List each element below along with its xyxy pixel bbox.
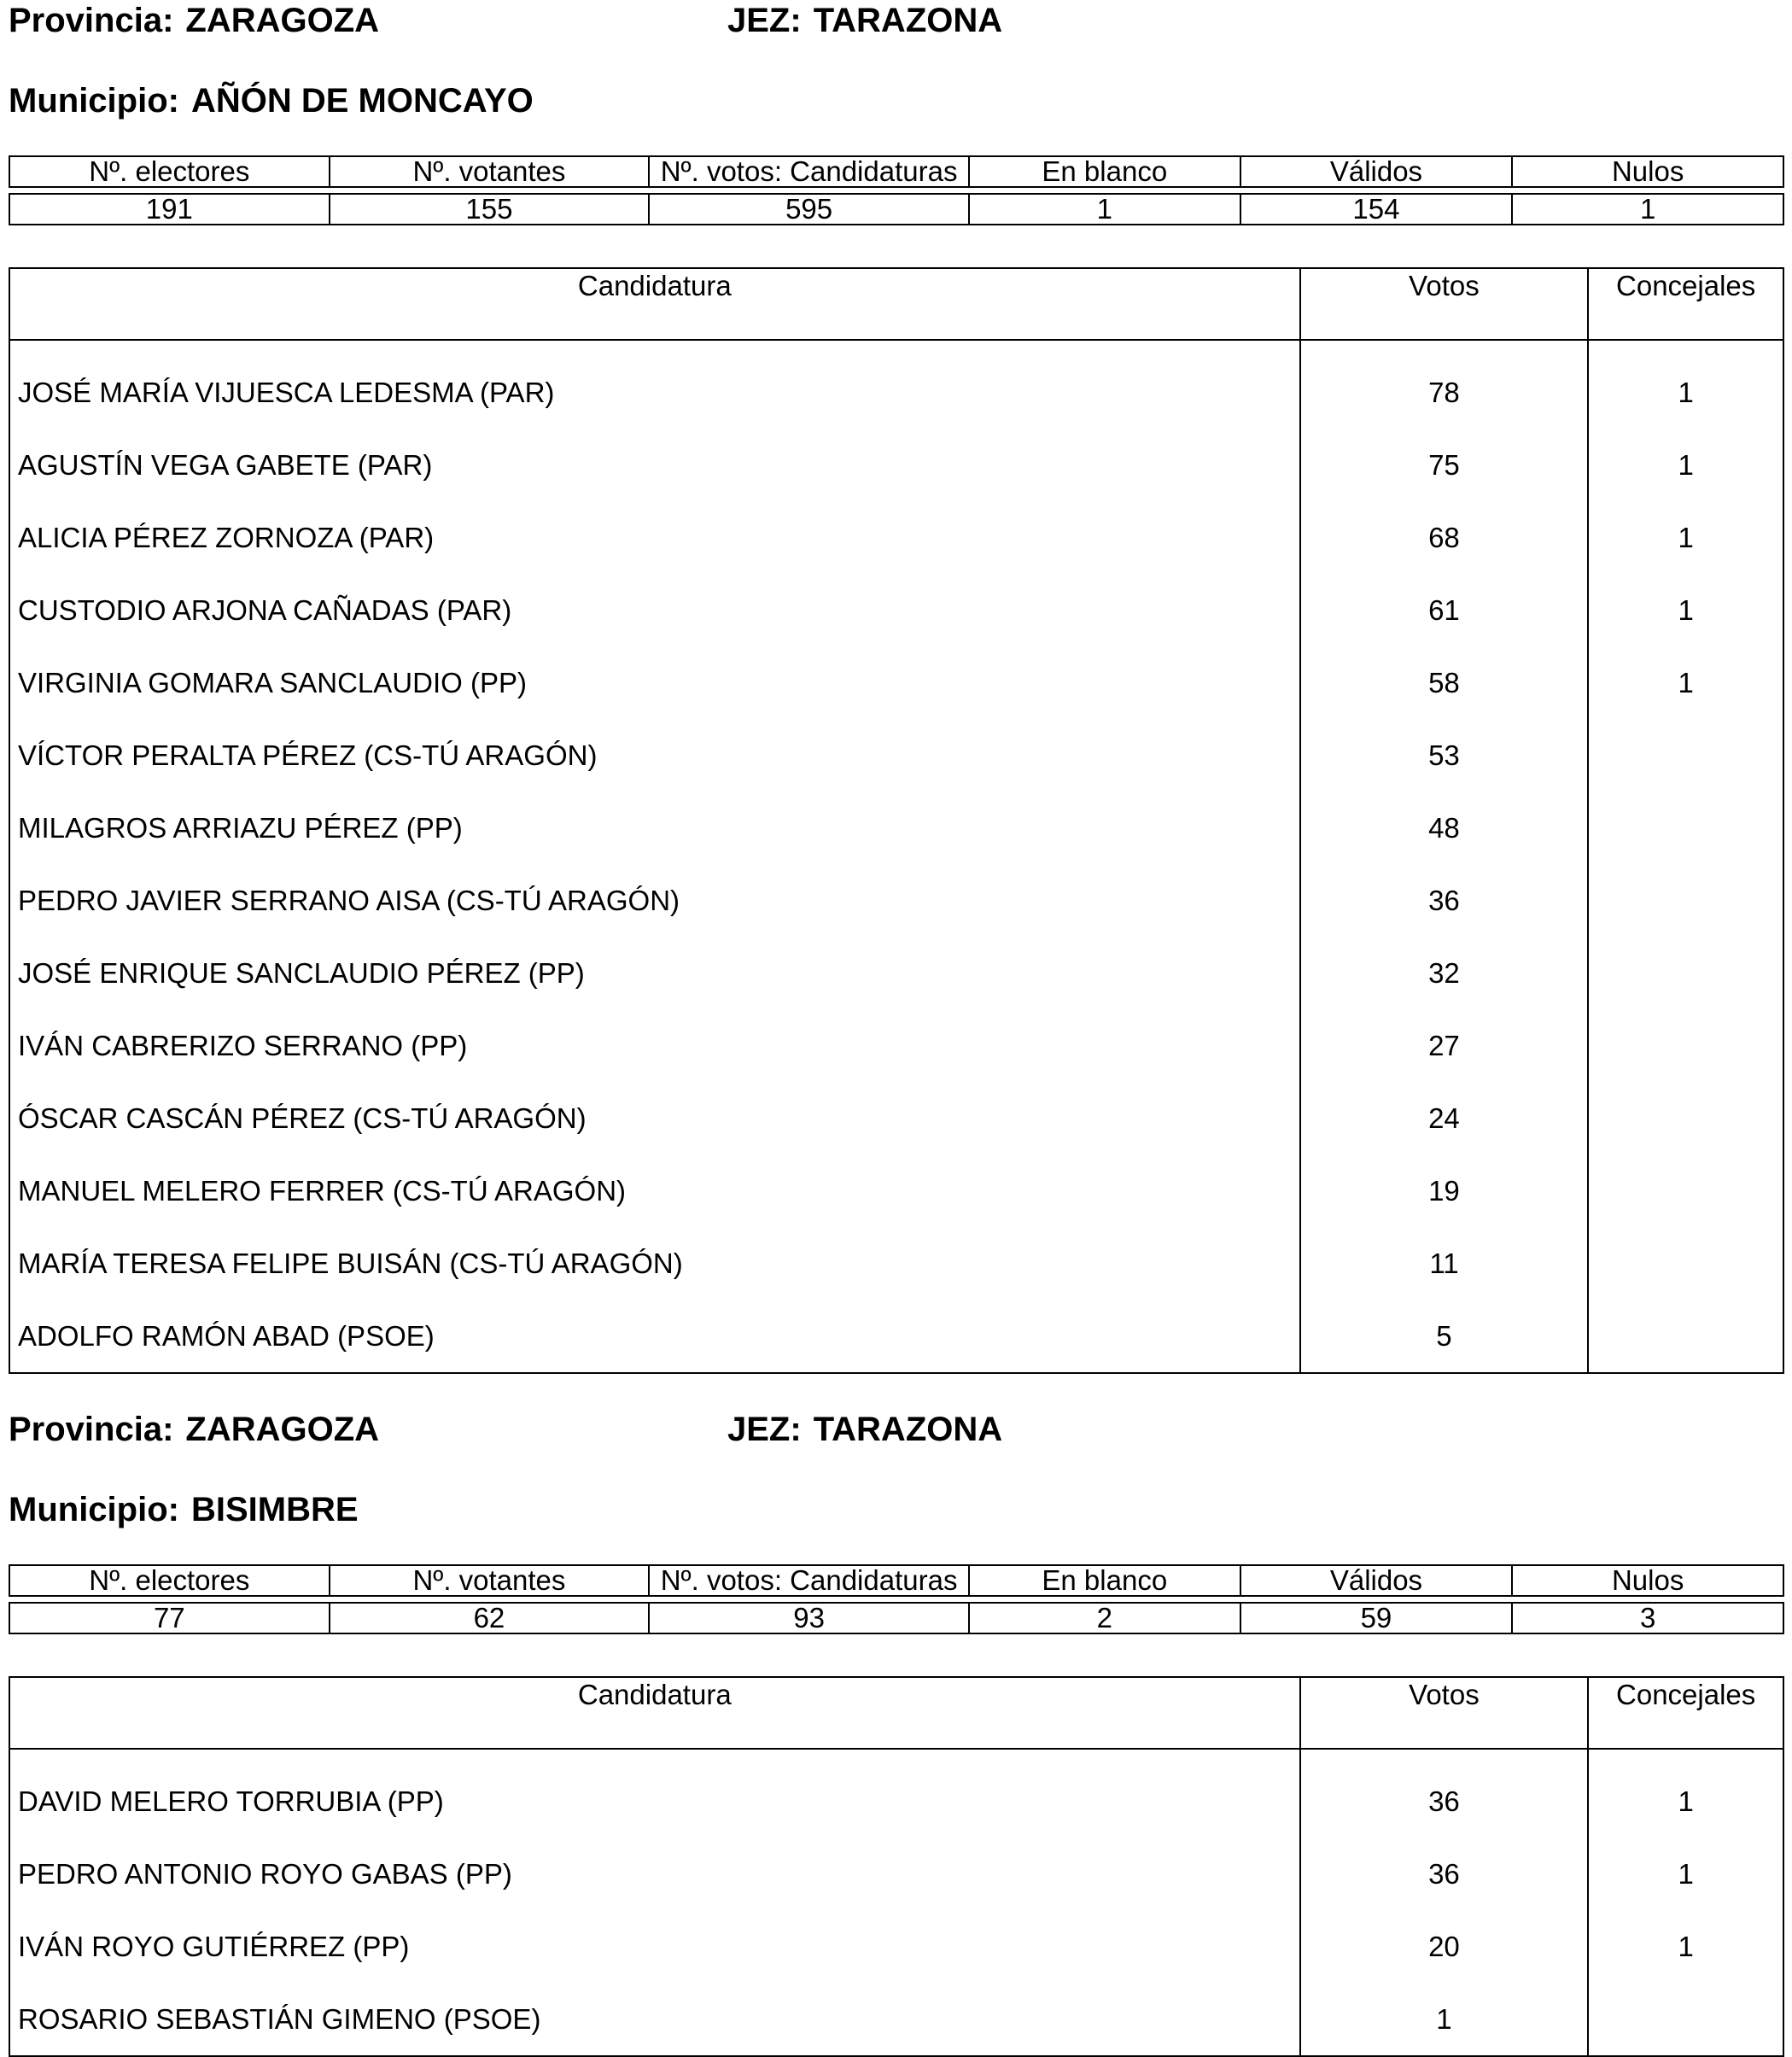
summary-header-cell: Nº. electores (9, 1565, 330, 1596)
candidate-row (9, 574, 1783, 646)
summary-header-row (9, 1565, 1783, 1596)
candidate-concejales (1588, 1300, 1783, 1373)
summary-header-cell: En blanco (969, 156, 1240, 187)
summary-header-cell: Nº. votos: Candidaturas (649, 156, 969, 187)
jez-header (727, 0, 1002, 41)
candidate-concejales: 1 (1588, 501, 1783, 574)
candidate-concejales: 1 (1588, 1838, 1783, 1910)
candidate-row (9, 646, 1783, 719)
candidate-name: MILAGROS ARRIAZU PÉREZ (PP) (9, 792, 1300, 864)
candidate-name: VÍCTOR PERALTA PÉREZ (CS-TÚ ARAGÓN) (9, 719, 1300, 792)
candidate-concejales (1588, 1983, 1783, 2056)
summary-header-row (9, 156, 1783, 187)
municipio-value: AÑÓN DE MONCAYO (190, 82, 534, 120)
candidate-row (9, 1983, 1783, 2056)
provincia-value: ZARAGOZA (185, 1411, 380, 1448)
provincia-header (9, 0, 379, 41)
candidate-row (9, 1227, 1783, 1300)
candidate-row (9, 1154, 1783, 1227)
summary-value-cell: 77 (9, 1603, 330, 1633)
candidate-name: MARÍA TERESA FELIPE BUISÁN (CS-TÚ ARAGÓN) (9, 1227, 1300, 1300)
candidate-name: IVÁN CABRERIZO SERRANO (PP) (9, 1009, 1300, 1082)
summary-header-cell: Nulos (1512, 156, 1783, 187)
candidate-votos: 11 (1300, 1227, 1589, 1300)
candidate-name: PEDRO ANTONIO ROYO GABAS (PP) (9, 1838, 1300, 1910)
header-candidatura: Candidatura (9, 1677, 1300, 1749)
candidate-votos: 32 (1300, 937, 1589, 1009)
candidate-votos: 36 (1300, 1749, 1589, 1838)
provincia-label: Provincia: (9, 1411, 174, 1448)
candidate-row (9, 1009, 1783, 1082)
candidate-concejales (1588, 864, 1783, 937)
municipio-label: Municipio: (9, 1491, 179, 1528)
candidate-name: PEDRO JAVIER SERRANO AISA (CS-TÚ ARAGÓN) (9, 864, 1300, 937)
candidate-concejales: 1 (1588, 340, 1783, 429)
candidate-votos: 1 (1300, 1983, 1589, 2056)
candidate-name: MANUEL MELERO FERRER (CS-TÚ ARAGÓN) (9, 1154, 1300, 1227)
results-header-row (9, 1677, 1783, 1749)
candidate-row (9, 1300, 1783, 1373)
summary-value-row (9, 194, 1783, 225)
summary-value-cell: 595 (649, 194, 969, 225)
municipio-header (9, 80, 534, 121)
provincia-label: Provincia: (9, 2, 174, 39)
municipio-header (9, 1489, 359, 1530)
summary-header-cell: Nº. votantes (330, 156, 650, 187)
candidate-row (9, 1082, 1783, 1154)
candidate-votos: 36 (1300, 864, 1589, 937)
provincia-value: ZARAGOZA (185, 2, 380, 39)
candidate-votos: 75 (1300, 429, 1589, 501)
summary-header-cell: Nº. electores (9, 156, 330, 187)
candidate-name: ADOLFO RAMÓN ABAD (PSOE) (9, 1300, 1300, 1373)
candidate-row (9, 501, 1783, 574)
jez-header (727, 1409, 1002, 1450)
candidate-votos: 5 (1300, 1300, 1589, 1373)
candidate-votos: 68 (1300, 501, 1589, 574)
summary-table (9, 155, 1784, 225)
candidate-row (9, 429, 1783, 501)
candidate-name: CUSTODIO ARJONA CAÑADAS (PAR) (9, 574, 1300, 646)
header-votos: Votos (1300, 1677, 1589, 1749)
candidate-row (9, 864, 1783, 937)
candidate-row (9, 1838, 1783, 1910)
candidate-votos: 78 (1300, 340, 1589, 429)
municipio-label: Municipio: (9, 82, 179, 120)
candidate-concejales: 1 (1588, 1910, 1783, 1983)
jez-label: JEZ: (727, 1411, 802, 1448)
candidate-name: ALICIA PÉREZ ZORNOZA (PAR) (9, 501, 1300, 574)
candidate-name: DAVID MELERO TORRUBIA (PP) (9, 1749, 1300, 1838)
jez-value: TARAZONA (813, 2, 1003, 39)
provincia-header (9, 1409, 379, 1450)
candidate-name: IVÁN ROYO GUTIÉRREZ (PP) (9, 1910, 1300, 1983)
candidate-concejales: 1 (1588, 1749, 1783, 1838)
header-candidatura: Candidatura (9, 268, 1300, 340)
candidate-name: ROSARIO SEBASTIÁN GIMENO (PSOE) (9, 1983, 1300, 2056)
candidate-votos: 19 (1300, 1154, 1589, 1227)
header-concejales: Concejales (1588, 1677, 1783, 1749)
candidate-concejales: 1 (1588, 646, 1783, 719)
jez-value: TARAZONA (813, 1411, 1003, 1448)
candidate-votos: 58 (1300, 646, 1589, 719)
municipio-value: BISIMBRE (190, 1491, 359, 1528)
candidate-name: AGUSTÍN VEGA GABETE (PAR) (9, 429, 1300, 501)
candidate-votos: 53 (1300, 719, 1589, 792)
summary-header-cell: Válidos (1240, 156, 1513, 187)
summary-value-cell: 3 (1512, 1603, 1783, 1633)
summary-header-cell: En blanco (969, 1565, 1240, 1596)
candidate-concejales (1588, 792, 1783, 864)
jez-label: JEZ: (727, 2, 802, 39)
results-table (9, 1676, 1784, 2057)
candidate-row (9, 792, 1783, 864)
summary-value-cell: 1 (1512, 194, 1783, 225)
candidate-concejales (1588, 719, 1783, 792)
summary-header-cell: Nulos (1512, 1565, 1783, 1596)
candidate-concejales (1588, 937, 1783, 1009)
header-votos: Votos (1300, 268, 1589, 340)
results-header-row (9, 268, 1783, 340)
candidate-concejales (1588, 1154, 1783, 1227)
candidate-votos: 27 (1300, 1009, 1589, 1082)
summary-value-cell: 62 (330, 1603, 650, 1633)
candidate-row (9, 1910, 1783, 1983)
candidate-votos: 48 (1300, 792, 1589, 864)
candidate-row (9, 1749, 1783, 1838)
candidate-concejales (1588, 1227, 1783, 1300)
summary-value-cell: 155 (330, 194, 650, 225)
results-table (9, 267, 1784, 1374)
candidate-concejales (1588, 1009, 1783, 1082)
candidate-name: JOSÉ MARÍA VIJUESCA LEDESMA (PAR) (9, 340, 1300, 429)
candidate-concejales: 1 (1588, 429, 1783, 501)
candidate-concejales (1588, 1082, 1783, 1154)
summary-header-cell: Nº. votantes (330, 1565, 650, 1596)
candidate-concejales: 1 (1588, 574, 1783, 646)
summary-header-cell: Válidos (1240, 1565, 1513, 1596)
candidate-name: VIRGINIA GOMARA SANCLAUDIO (PP) (9, 646, 1300, 719)
summary-value-cell: 59 (1240, 1603, 1513, 1633)
summary-value-cell: 154 (1240, 194, 1513, 225)
summary-value-cell: 1 (969, 194, 1240, 225)
candidate-votos: 20 (1300, 1910, 1589, 1983)
candidate-votos: 24 (1300, 1082, 1589, 1154)
candidate-row (9, 340, 1783, 429)
candidate-row (9, 937, 1783, 1009)
candidate-row (9, 719, 1783, 792)
candidate-votos: 61 (1300, 574, 1589, 646)
summary-value-cell: 2 (969, 1603, 1240, 1633)
header-concejales: Concejales (1588, 268, 1783, 340)
summary-value-cell: 93 (649, 1603, 969, 1633)
summary-header-cell: Nº. votos: Candidaturas (649, 1565, 969, 1596)
candidate-name: ÓSCAR CASCÁN PÉREZ (CS-TÚ ARAGÓN) (9, 1082, 1300, 1154)
candidate-name: JOSÉ ENRIQUE SANCLAUDIO PÉREZ (PP) (9, 937, 1300, 1009)
summary-table (9, 1564, 1784, 1634)
summary-value-row (9, 1603, 1783, 1633)
summary-value-cell: 191 (9, 194, 330, 225)
candidate-votos: 36 (1300, 1838, 1589, 1910)
